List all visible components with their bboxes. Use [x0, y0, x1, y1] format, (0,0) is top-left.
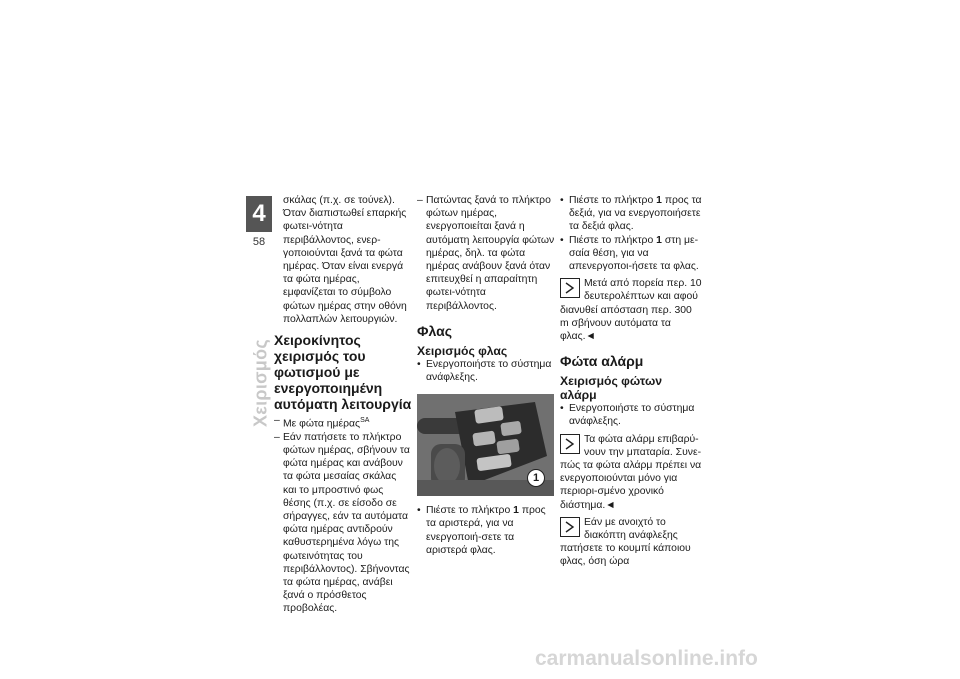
chapter-number: 4: [246, 196, 272, 232]
column-2: [417, 194, 555, 557]
section-title-hazard-lights: Φώτα αλάρμ: [560, 353, 644, 370]
section-title-turn-signals: Φλας: [417, 322, 452, 339]
intro-paragraph: σκάλας (π.χ. σε τούνελ). Όταν διαπιστωθεί επαρκής φωτει-νότητα περιβάλλοντος, ενερ-γοποιούνται ξανά τα φώτα ημέρας. Όταν είναι ενεργά τα φώτα ημέρας, εμφανίζεται το σύμβολο φώτων ημέρας στην οθόνη πολλαπλών λειτουργιών.: [283, 195, 407, 325]
list-item: • Πιέστε το πλήκτρο 1 προς τα αριστερά, για να ενεργοποιή-σετε τα αριστερά φλας.: [417, 504, 555, 557]
side-title: [249, 338, 273, 428]
note-icon: [560, 517, 580, 537]
list-item: • Πιέστε το πλήκτρο 1 προς τα δεξιά, για να ενεργοποιήσετε τα δεξιά φλας.: [560, 194, 702, 234]
list-item: – Με φώτα ημέρας$^{SA}$: [274, 414, 412, 431]
note-icon: [560, 278, 580, 298]
chapter-tab: [246, 196, 272, 256]
note-block: [560, 516, 702, 569]
note-text: Εάν με ανοιχτό το διακόπτη ανάφλεξης πατήσετε το κουμπί κάποιου φλας, όση ώρα: [560, 516, 691, 568]
column-3: [560, 194, 702, 569]
callout-1: 1: [527, 469, 545, 487]
side-title-text: Χειρισμός: [250, 338, 271, 428]
note-icon: [560, 434, 580, 454]
list-item: – Πατώντας ξανά το πλήκτρο φώτων ημέρας, ενεργοποιείται ξανά η αυτόματη λειτουργία φώτων ημέρας, δηλ. τα φώτα ημέρας ανάβουν ξανά όταν επιτευχθεί η απαραίτητη φωτει-νότητα περιβάλλοντος.: [417, 194, 555, 313]
sa-mark: SA: [360, 417, 370, 425]
list-item: • Ενεργοποιήστε το σύστημα ανάφλεξης.: [560, 402, 702, 428]
list-item: – Εάν πατήσετε το πλήκτρο φώτων ημέρας, σβήνουν τα φώτα ημέρας και ανάβουν τα φώτα μεσαίας σκάλας και το μπροστινό φως θέσης (π.χ. σε είσοδο σε σήραγγες, εάν τα αυτόματα φώτα ημέρας αντιδρούν καθυστερημένα λόγω της φωτεινότητας του περιβάλλοντος). Σβήνοντας τα φώτα ημέρας, ανάβει ξανά ο πρόσθετος προβολέας.: [274, 431, 412, 616]
list-item: • Πιέστε το πλήκτρο 1 στη με-σαία θέση, για να απενεργοποι-ήσετε τα φλας.: [560, 234, 702, 274]
note-text: Τα φώτα αλάρμ επιβαρύ-νουν την μπαταρία. Συνε-πώς τα φώτα αλάρμ πρέπει να ενεργοποιούνται μόνο για περιορι-σμένο χρονικό διάστημα.◄: [560, 433, 702, 511]
page-number: 58: [252, 236, 266, 248]
watermark: carmanualsonline.info: [535, 647, 758, 670]
manual-control-heading: Χειροκίνητος χειρισμός του φωτισμού με ενεργοποιημένη αυτόματη λειτουργία: [274, 332, 412, 413]
handlebar-switch-photo: [417, 394, 554, 496]
note-text: Μετά από πορεία περ. 10 δευτερολέπτων και αφού διανυθεί απόσταση περ. 300 m σβήνουν αυτόματα τα φλας.◄: [560, 278, 702, 343]
subtitle-hazard-lights: Χειρισμός φώτων αλάρμ: [560, 374, 663, 403]
note-block: [560, 277, 702, 343]
column-1: [274, 194, 412, 616]
note-block: [560, 433, 702, 512]
list-item: • Ενεργοποιήστε το σύστημα ανάφλεξης.: [417, 358, 555, 384]
subtitle-turn-signals: Χειρισμός φλας: [417, 343, 508, 358]
